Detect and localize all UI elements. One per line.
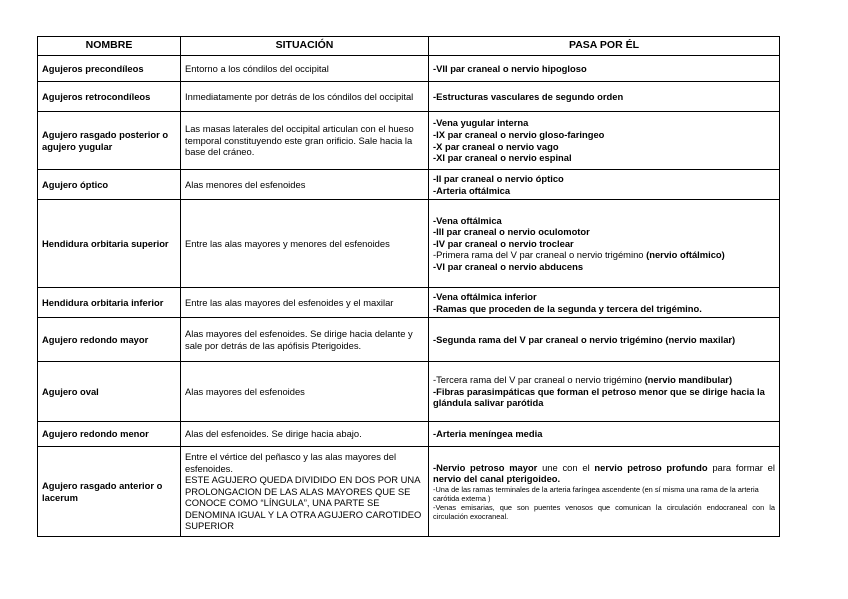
row-situacion: Entre las alas mayores del esfenoides y el maxilar [181,288,429,318]
pasa-line: -Fibras parasimpáticas que forman el petroso menor que se dirige hacia la glándula salivar parótida [433,385,765,409]
table-row [38,318,780,362]
pasa-line: -X par craneal o nervio vago [433,140,559,152]
pasa-line: -Vena oftálmica inferior [433,290,537,302]
table-row [38,56,780,82]
table-row [38,112,780,170]
row-situacion: Inmediatamente por detrás de los cóndilos del occipital [181,82,429,112]
pasa-line: -Arteria meníngea media [433,428,543,440]
pasa-text-bold: nervio del canal pterigoideo. [433,473,561,485]
row-nombre: Agujero rasgado anterior o lacerum [38,447,181,537]
table-row [38,362,780,422]
pasa-line: -Una de las ramas terminales de la arteria faríngea ascendente (en sí misma una rama de la arteria carótida externa ) [433,484,759,503]
row-pasa [429,362,780,422]
pasa-line [433,249,775,261]
pasa-text-bold: nervio petroso profundo [594,461,708,473]
header-situacion: SITUACIÓN [181,37,429,56]
table-row [38,82,780,112]
pasa-line: -Vena yugular interna [433,117,529,129]
pasa-text: -Primera rama del V par craneal o nervio trigémino [433,249,647,261]
pasa-line: -IV par craneal o nervio troclear [433,237,574,249]
row-nombre: Agujero rasgado posterior o agujero yugular [38,112,181,170]
row-pasa [429,288,780,318]
row-nombre: Agujeros retrocondíleos [38,82,181,112]
pasa-line: -VII par craneal o nervio hipogloso [433,62,587,74]
pasa-text: une con el [537,461,595,473]
table-row [38,422,780,447]
pasa-line: -VI par craneal o nervio abducens [433,260,584,272]
pasa-line: -Ramas que proceden de la segunda y tercera del trigémino. [433,302,702,314]
pasa-line: -III par craneal o nervio oculomotor [433,226,590,238]
row-pasa [429,422,780,447]
header-row [38,37,780,56]
row-nombre: Agujero óptico [38,170,181,200]
row-situacion: Entorno a los cóndilos del occipital [181,56,429,82]
table-row [38,200,780,288]
pasa-line: -IX par craneal o nervio gloso-faringeo [433,128,605,140]
row-situacion: Entre las alas mayores y menores del esfenoides [181,200,429,288]
row-nombre: Agujero oval [38,362,181,422]
situacion-line: ESTE AGUJERO QUEDA DIVIDIDO EN DOS POR UNA PROLONGACION DE LAS ALAS MAYORES QUE SE CONOCE COMO “LÍNGULA”, UNA PARTE SE DENOMINA IGUAL Y LA OTRA AGUJERO CAROTIDEO SUPERIOR [185,474,422,532]
row-nombre: Agujero redondo menor [38,422,181,447]
pasa-text: -Tercera rama del V par craneal o nervio trigémino [433,374,645,386]
pasa-line [433,374,775,386]
row-situacion: Alas menores del esfenoides [181,170,429,200]
foramina-table [37,36,780,537]
row-situacion: Alas mayores del esfenoides [181,362,429,422]
pasa-line: -Arteria oftálmica [433,184,511,196]
table-row [38,447,780,537]
pasa-line: -Estructuras vasculares de segundo orden [433,90,624,102]
row-pasa [429,200,780,288]
pasa-line: -Segunda rama del V par craneal o nervio trigémino (nervio maxilar) [433,333,736,345]
row-pasa [429,318,780,362]
table-row [38,288,780,318]
row-pasa [429,112,780,170]
row-situacion: Alas mayores del esfenoides. Se dirige hacia delante y sale por detrás de las apófisis Pterigoides. [181,318,429,362]
row-situacion: Las masas laterales del occipital articulan con el hueso temporal constituyendo este gran orificio. Sale hacia la base del cráneo. [181,112,429,170]
pasa-text-bold: (nervio oftálmico) [646,249,725,261]
header-pasa: PASA POR ÉL [429,37,780,56]
row-nombre: Hendidura orbitaria inferior [38,288,181,318]
situacion-line: Entre el vértice del peñasco y las alas mayores del esfenoides. [185,450,397,474]
row-pasa [429,82,780,112]
pasa-line: -Vena oftálmica [433,214,502,226]
pasa-line: -Venas emisarias, que son puentes venosos que comunican la circulación endocraneal con la circulación exocraneal. [433,503,775,522]
row-nombre: Agujero redondo mayor [38,318,181,362]
pasa-text-bold: (nervio mandibular) [644,374,733,386]
pasa-line: -II par craneal o nervio óptico [433,172,564,184]
pasa-text-bold: -Nervio petroso mayor [433,461,538,473]
pasa-line: -XI par craneal o nervio espinal [433,152,572,164]
table-row [38,170,780,200]
pasa-line [433,462,775,485]
row-pasa [429,447,780,537]
row-situacion [181,447,429,537]
row-nombre: Agujeros precondíleos [38,56,181,82]
pasa-text: para formar el [707,461,775,473]
row-nombre: Hendidura orbitaria superior [38,200,181,288]
header-nombre: NOMBRE [38,37,181,56]
row-pasa [429,56,780,82]
row-situacion: Alas del esfenoides. Se dirige hacia abajo. [181,422,429,447]
row-pasa [429,170,780,200]
